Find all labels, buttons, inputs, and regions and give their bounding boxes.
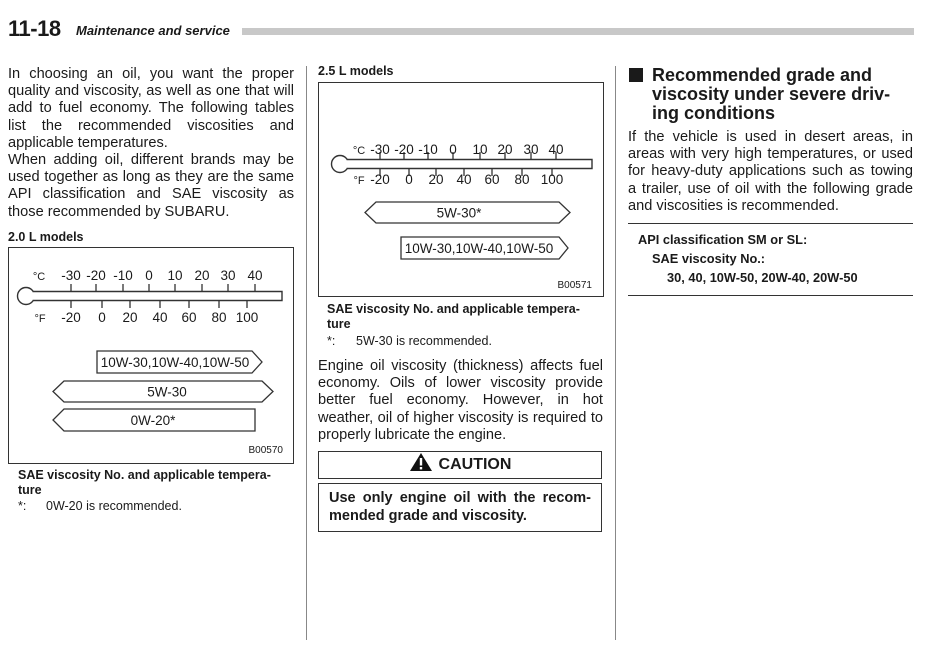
celsius-tick-label: 40 xyxy=(548,142,564,157)
figure-caption-2-0: SAE viscosity No. and applicable tempera-ture xyxy=(18,468,271,497)
celsius-tick-label: -20 xyxy=(394,142,414,157)
viscosity-bar-label: 10W-30,10W-40,10W-50 xyxy=(404,241,554,256)
fahrenheit-tick-label: 0 xyxy=(98,310,106,325)
caution-title: CAUTION xyxy=(438,456,512,473)
intro-paragraph-2: When adding oil, different brands may be used together as long as they are the same API classification and SAE viscosity as those recommended by SUBARU. xyxy=(8,152,294,220)
thermometer-tube xyxy=(347,160,592,169)
celsius-tick-label: 30 xyxy=(523,142,539,157)
fahrenheit-tick-marks xyxy=(71,301,247,308)
fahrenheit-tick-label: 40 xyxy=(456,172,472,187)
celsius-tick-label: 10 xyxy=(472,142,488,157)
celsius-tick-label: -10 xyxy=(113,268,133,283)
header-rule xyxy=(242,28,914,35)
fahrenheit-tick-label: 40 xyxy=(152,310,168,325)
celsius-tick-label: 20 xyxy=(194,268,210,283)
fahrenheit-tick-label: 60 xyxy=(181,310,197,325)
viscosity-bar-label: 5W-30* xyxy=(436,205,482,221)
celsius-tick-marks xyxy=(71,284,255,291)
intro-text xyxy=(8,66,294,221)
figure-code: B00570 xyxy=(248,445,283,456)
sae-viscosity-label: SAE viscosity No.: xyxy=(652,251,766,266)
section-title: Maintenance and service xyxy=(76,23,230,38)
fahrenheit-tick-label: 60 xyxy=(484,172,500,187)
celsius-tick-label: 0 xyxy=(449,142,457,157)
column-divider-right xyxy=(615,66,616,640)
celsius-tick-label: 20 xyxy=(497,142,513,157)
fahrenheit-tick-label: -20 xyxy=(370,172,390,187)
fahrenheit-tick-label: 0 xyxy=(405,172,413,187)
celsius-tick-label: -10 xyxy=(418,142,438,157)
fahrenheit-unit: °F xyxy=(353,175,365,187)
severe-conditions-paragraph: If the vehicle is used in desert areas, in areas with very high temperatures, or used for heavy-duty applications such as towing a trailer, use of oil with the following grade and viscosities is recommended. xyxy=(628,129,913,214)
viscosity-bar-label: 0W-20* xyxy=(130,413,176,428)
viscosity-chart-2-5-svg xyxy=(319,83,603,296)
figure-caption-2-5: SAE viscosity No. and applicable tempera-ture xyxy=(327,302,580,331)
fahrenheit-tick-label: 100 xyxy=(540,172,564,187)
fahrenheit-tick-label: 80 xyxy=(211,310,227,325)
celsius-tick-label: 0 xyxy=(145,268,153,283)
celsius-tick-label: 40 xyxy=(247,268,263,283)
celsius-tick-label: -30 xyxy=(370,142,390,157)
heading-square-bullet xyxy=(629,68,643,82)
label-2-5-models: 2.5 L models xyxy=(318,64,394,78)
footnote-mark: *: xyxy=(327,334,336,348)
celsius-tick-label: 10 xyxy=(167,268,183,283)
caution-text: Use only engine oil with the recom-mended grade and viscosity. xyxy=(318,483,602,532)
warning-triangle-icon xyxy=(409,452,433,472)
celsius-unit: °C xyxy=(32,271,46,283)
api-classification-line: API classification SM or SL: xyxy=(638,232,808,247)
viscosity-bar-label: 5W-30 xyxy=(147,384,187,400)
intro-paragraph-1: In choosing an oil, you want the proper quality and viscosity, as well as one that will add to fuel economy. The following tables list the recommended viscosities and applicable temperatures. xyxy=(8,66,294,151)
thermometer-bulb xyxy=(18,288,35,305)
severe-conditions-heading: Recommended grade and viscosity under severe driv-ing conditions xyxy=(652,65,891,123)
viscosity-chart-2-0 xyxy=(8,247,294,464)
fahrenheit-tick-label: 20 xyxy=(122,310,138,325)
page-number: 11-18 xyxy=(8,16,61,41)
viscosity-chart-2-0-svg xyxy=(9,248,293,463)
celsius-unit: °C xyxy=(352,145,366,157)
celsius-tick-label: -20 xyxy=(86,268,106,283)
viscosity-paragraph: Engine oil viscosity (thickness) affects fuel economy. Oils of lower viscosity provide better fuel economy. However, in hot weather, oil of higher viscosity is required to properly lubricate the engine. xyxy=(318,358,603,443)
footnote-mark: *: xyxy=(18,499,27,513)
celsius-tick-label: -30 xyxy=(61,268,81,283)
caution-header xyxy=(318,451,602,479)
fahrenheit-unit: °F xyxy=(34,313,46,325)
thermometer-tube xyxy=(33,292,282,301)
fahrenheit-tick-label: 80 xyxy=(514,172,530,187)
thermometer-bulb xyxy=(332,156,349,173)
figure-code: B00571 xyxy=(557,280,592,291)
label-2-0-models: 2.0 L models xyxy=(8,230,84,244)
viscosity-bar-label: 10W-30,10W-40,10W-50 xyxy=(100,355,250,370)
celsius-tick-label: 30 xyxy=(220,268,236,283)
api-classification-table xyxy=(628,223,913,296)
sae-viscosity-values: 30, 40, 10W-50, 20W-40, 20W-50 xyxy=(667,270,858,285)
footnote-text: 0W-20 is recommended. xyxy=(46,499,182,513)
fahrenheit-tick-label: 100 xyxy=(235,310,259,325)
footnote-text: 5W-30 is recommended. xyxy=(356,334,492,348)
column-divider-left xyxy=(306,66,307,640)
fahrenheit-tick-label: -20 xyxy=(61,310,81,325)
viscosity-chart-2-5 xyxy=(318,82,604,297)
fahrenheit-tick-label: 20 xyxy=(428,172,444,187)
